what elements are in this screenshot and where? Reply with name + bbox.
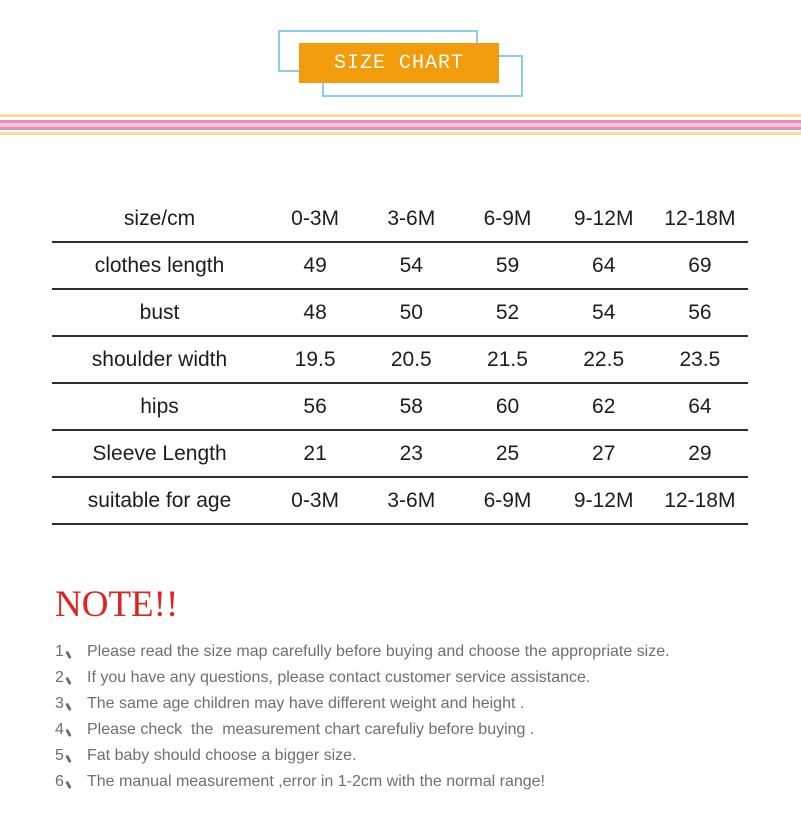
divider-pink-band — [0, 120, 801, 130]
table-cell: 52 — [495, 300, 520, 324]
note-text: Please check the measurement chart carefuliy before buying . — [87, 721, 535, 738]
table-row-suitable-for-age — [52, 478, 748, 525]
table-header-row — [52, 196, 748, 243]
table-cell: 50 — [399, 300, 423, 324]
note-list — [55, 639, 670, 795]
table-row-shoulder-width — [52, 337, 748, 384]
page-title: SIZE CHART — [333, 51, 465, 75]
table-cell: 48 — [303, 300, 327, 324]
row-label: shoulder width — [91, 347, 228, 371]
note-item-1 — [55, 639, 670, 665]
note-text: If you have any questions, please contact customer service assistance. — [87, 669, 591, 686]
table-cell: 49 — [303, 253, 327, 277]
note-text: The manual measurement ,error in 1-2cm with the normal range! — [87, 773, 545, 790]
table-cell: 25 — [495, 441, 520, 465]
table-cell: 27 — [592, 441, 616, 465]
column-header-size-cm: size/cm — [123, 206, 196, 230]
row-label: Sleeve Length — [92, 441, 227, 465]
table-cell: 56 — [303, 394, 327, 418]
table-row-sleeve-length — [52, 431, 748, 478]
note-text: Fat baby should choose a bigger size. — [87, 747, 357, 764]
table-cell: 3-6M — [387, 488, 436, 512]
note-item-2 — [55, 665, 670, 691]
note-text: The same age children may have different weight and height . — [87, 695, 525, 712]
note-number: 1 — [55, 639, 87, 665]
note-text: Please read the size map carefully before buying and choose the appropriate size. — [87, 643, 670, 660]
table-cell: 64 — [592, 253, 616, 277]
size-chart-banner — [299, 43, 499, 83]
size-table — [52, 196, 748, 525]
table-row-hips — [52, 384, 748, 431]
note-number: 5 — [55, 743, 87, 769]
table-cell: 19.5 — [294, 347, 336, 371]
table-cell: 6-9M — [483, 488, 532, 512]
note-number: 4 — [55, 717, 87, 743]
table-cell: 62 — [592, 394, 616, 418]
table-cell: 23.5 — [679, 347, 721, 371]
table-cell: 69 — [688, 253, 712, 277]
table-cell: 21.5 — [487, 347, 528, 371]
column-header-12-18m: 12-18M — [664, 206, 736, 230]
table-row-bust — [52, 290, 748, 337]
column-header-3-6m: 3-6M — [387, 206, 436, 230]
row-label: bust — [139, 300, 180, 324]
table-cell: 54 — [399, 253, 423, 277]
row-label: suitable for age — [87, 488, 232, 512]
table-cell: 9-12M — [573, 488, 634, 512]
note-number: 6 — [55, 769, 87, 795]
table-cell: 21 — [303, 441, 327, 465]
ideographic-comma-icon — [64, 724, 72, 734]
column-header-9-12m: 9-12M — [573, 206, 634, 230]
table-cell: 0-3M — [291, 488, 340, 512]
table-cell: 59 — [495, 253, 520, 277]
table-cell: 64 — [688, 394, 712, 418]
table-cell: 29 — [688, 441, 712, 465]
table-cell: 54 — [592, 300, 616, 324]
note-item-5 — [55, 743, 670, 769]
note-item-3 — [55, 691, 670, 717]
ideographic-comma-icon — [64, 672, 72, 682]
table-cell: 12-18M — [664, 488, 736, 512]
table-cell: 23 — [399, 441, 423, 465]
note-item-4 — [55, 717, 670, 743]
column-header-0-3m: 0-3M — [291, 206, 340, 230]
table-cell: 56 — [688, 300, 712, 324]
note-heading: NOTE!! — [55, 584, 179, 625]
column-header-6-9m: 6-9M — [483, 206, 532, 230]
divider-orange-bottom — [0, 132, 801, 135]
row-label: hips — [140, 394, 179, 418]
table-row-clothes-length — [52, 243, 748, 290]
ideographic-comma-icon — [64, 776, 72, 786]
table-cell: 60 — [495, 394, 520, 418]
ideographic-comma-icon — [64, 750, 72, 760]
note-number: 2 — [55, 665, 87, 691]
table-cell: 22.5 — [583, 347, 625, 371]
ideographic-comma-icon — [64, 646, 72, 656]
row-label: clothes length — [94, 253, 225, 277]
note-item-6 — [55, 769, 670, 795]
table-cell: 58 — [399, 394, 423, 418]
note-number: 3 — [55, 691, 87, 717]
ideographic-comma-icon — [64, 698, 72, 708]
table-cell: 20.5 — [390, 347, 432, 371]
divider-orange-top — [0, 114, 801, 117]
